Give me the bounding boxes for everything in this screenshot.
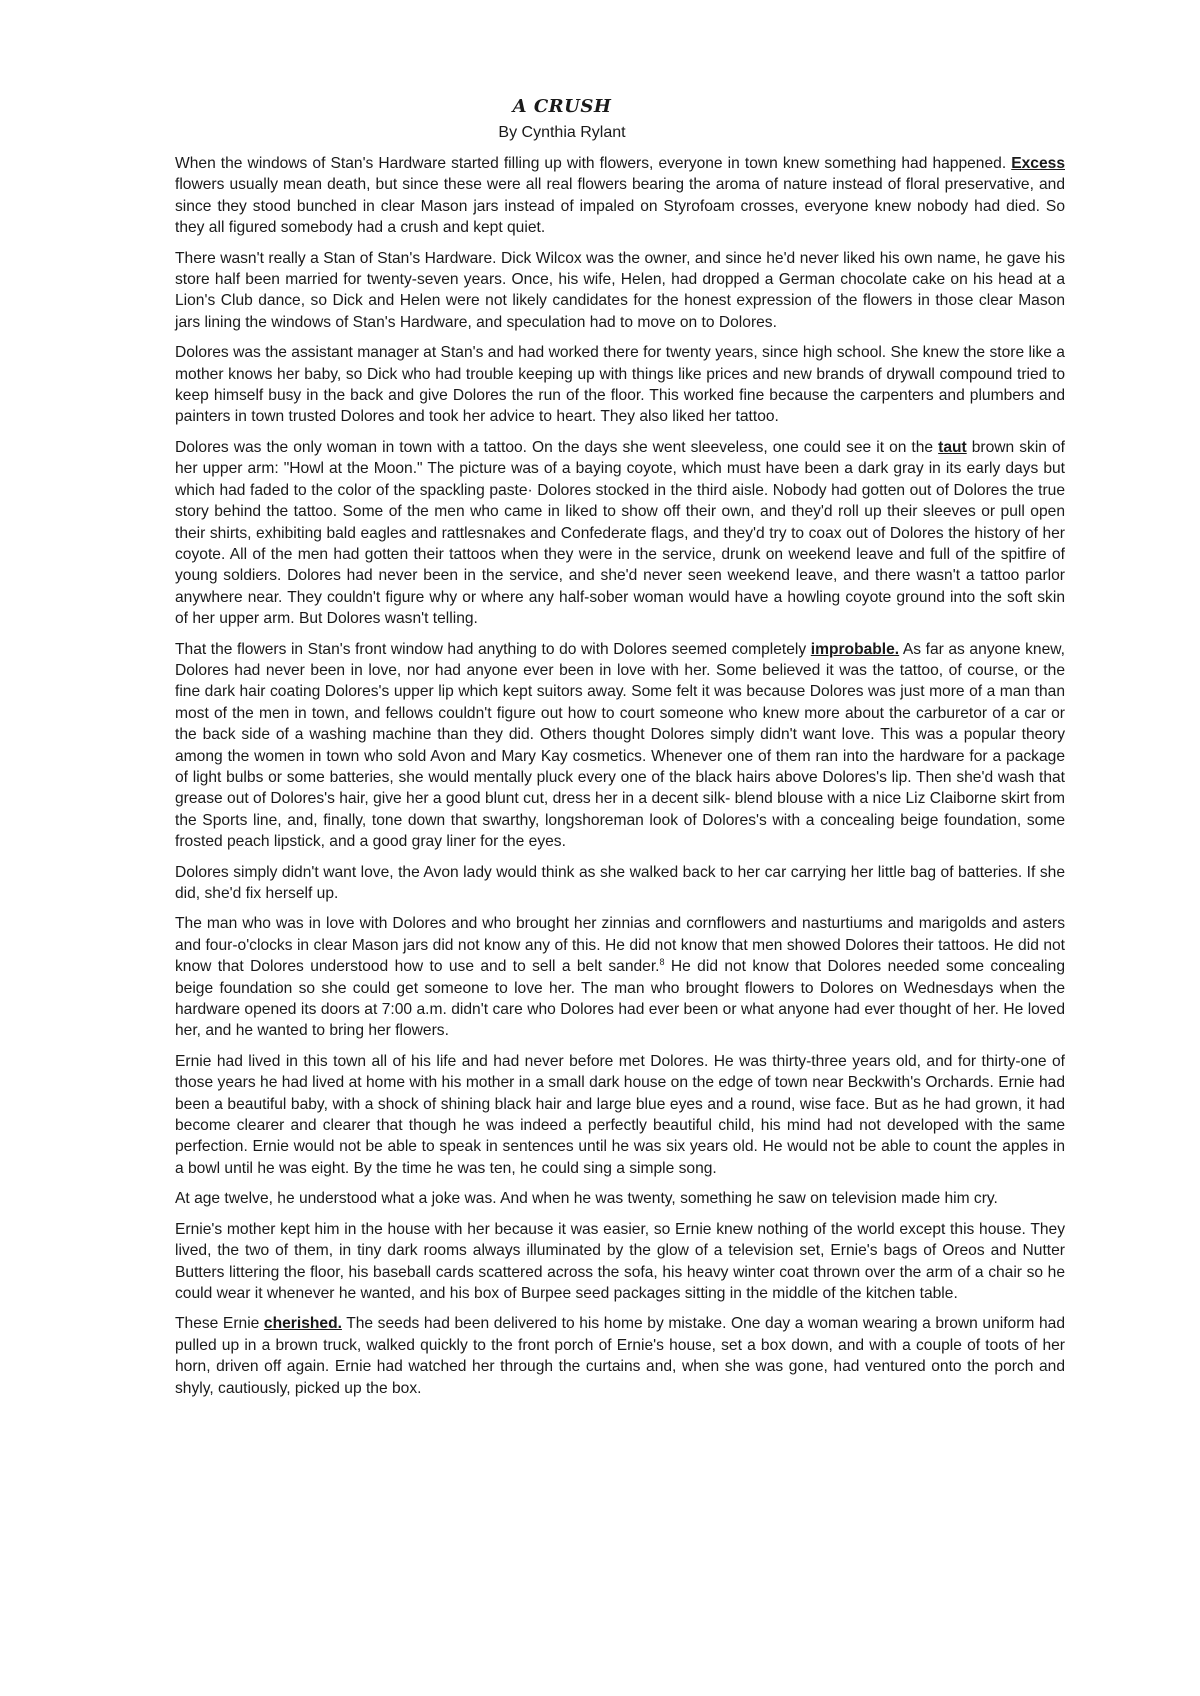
paragraph-6: Dolores simply didn't want love, the Avon lady would think as she walked back to her car carrying her little bag of batteries. If she did, she'd fix herself up.: [175, 863, 1065, 902]
paragraph-3: Dolores was the assistant manager at Stan's and had worked there for twenty years, since high school. She knew the store like a mother knows her baby, so Dick who had trouble keeping up with things like prices and new brands of drywall compound tried to keep himself busy in the back and give Dolores the run of the floor. This worked fine because the carpenters and plumbers and painters in town trusted Dolores and took her advice to heart. They also liked her tattoo.: [175, 344, 1065, 426]
paragraph-8: Ernie had lived in this town all of his life and had never before met Dolores. He was thirty-three years old, and for thirty-one of those years he had lived at home with his mother in a small dark house on the edge of town near Beckwith's Orchards. Ernie had been a beautiful baby, with a shock of shining black hair and large blue eyes and a round, wise face. But as he had grown, it had become clearer and clearer that though he was indeed a perfectly beautiful child, his mind had not developed with the same perfection. Ernie would not be able to speak in sentences until he was six years old. He would not be able to count the apples in a bowl until he was eight. By the time he was ten, he could sing a simple song.: [175, 1052, 1065, 1177]
footnote-marker: 8: [659, 957, 665, 968]
paragraph-11: These Ernie cherished. The seeds had been delivered to his home by mistake. One day a woman wearing a brown uniform had pulled up in a brown truck, walked quickly to the front porch of Ernie's house, set a box down, and with a couple of toots of her horn, driven off again. Ernie had watched her through the curtains and, when she was gone, had ventured onto the porch and shyly, cautiously, picked up the box.: [175, 1315, 1065, 1397]
paragraph-9: At age twelve, he understood what a joke was. And when he was twenty, something he saw on television made him cry.: [175, 1190, 998, 1208]
story-body: [175, 153, 1065, 1408]
vocab-word-excess: Excess: [1011, 155, 1065, 172]
vocab-word-improbable: improbable.: [810, 640, 900, 658]
paragraph-1: When the windows of Stan's Hardware started filling up with flowers, everyone in town knew something had happened. Excess flowers usually mean death, but since these were all real flowers bearing the aroma of nature instead of floral preservative, and since they stood bunched in clear Mason jars instead of impaled on Styrofoam crosses, everyone knew nobody had died. So they all figured somebody had a crush and kept quiet.: [175, 155, 1065, 237]
story-author: By Cynthia Rylant: [498, 124, 626, 141]
story-title: A CRUSH: [512, 96, 612, 117]
vocab-word-cherished: cherished.: [263, 1315, 342, 1333]
vocab-word-taut: taut: [938, 438, 967, 456]
paragraph-10: Ernie's mother kept him in the house with her because it was easier, so Ernie knew nothing of the world except this house. They lived, the two of them, in tiny dark rooms always illuminated by the glow of a television set, Ernie's bags of Oreos and Nutter Butters littering the floor, his baseball cards scattered across the sofa, his heavy winter coat thrown over the arm of a chair so he could wear it whenever he wanted, and his box of Burpee seed packages sitting in the middle of the kitchen table.: [175, 1220, 1065, 1302]
paragraph-5: That the flowers in Stan's front window had anything to do with Dolores seemed completely improbable. As far as anyone knew, Dolores had never been in love, nor had anyone ever been in love with her. Some believed it was the tattoo, of course, or the fine dark hair coating Dolores's upper lip which kept suitors away. Some felt it was because Dolores was just more of a man than most of the men in town, and fellows couldn't figure out how to court someone who knew more about the carburetor of a car or the back side of a washing machine than they did. Others thought Dolores simply didn't want love. This was a popular theory among the women in town who sold Avon and Mary Kay cosmetics. Whenever one of them ran into the hardware for a package of light bulbs or some batteries, she would mentally pluck every one of the black hairs above Dolores's lip. Then she'd wash that grease out of Dolores's hair, give her a good blunt cut, dress her in a decent silk- blend blouse with a nice Liz Claiborne skirt from the Sports line, and, finally, tone down that swarthy, longshoreman look of Dolores's with a concealing beige foundation, some frosted peach lipstick, and a good gray liner for the eyes.: [175, 640, 1066, 851]
paragraph-4: Dolores was the only woman in town with a tattoo. On the days she went sleeveless, one could see it on the taut brown skin of her upper arm: "Howl at the Moon." The picture was of a baying coyote, which must have been a dark gray in its early days but which had faded to the color of the spackling paste· Dolores stocked in the third aisle. Nobody had gotten out of Dolores the true story behind the tattoo. Some of the men who came in liked to show off their own, and they'd roll up their sleeves or pull open their shirts, exhibiting bald eagles and rattlesnakes and Confederate flags, and they'd try to coax out of Dolores the history of her coyote. All of the men had gotten their tattoos when they were in the service, drunk on weekend leave and full of the spitfire of young soldiers. Dolores had never been in the service, and she'd never seen weekend leave, and there wasn't a tattoo parlor anywhere near. They couldn't figure why or where any half-sober woman would have a howling coyote ground into the soft skin of her upper arm. But Dolores wasn't telling.: [175, 438, 1065, 628]
paragraph-2: There wasn't really a Stan of Stan's Hardware. Dick Wilcox was the owner, and since he'd never liked his own name, he gave his store half been married for twenty-seven years. Once, his wife, Helen, had dropped a German chocolate cake on his head at a Lion's Club dance, so Dick and Helen were not likely candidates for the honest expression of the flowers in those clear Mason jars lining the windows of Stan's Hardware, and speculation had to move on to Dolores.: [175, 249, 1065, 331]
paragraph-7: The man who was in love with Dolores and who brought her zinnias and cornflowers and nasturtiums and marigolds and asters and four-o'clocks in clear Mason jars did not know any of this. He did not know that men showed Dolores their tattoos. He did not know that Dolores understood how to use and to sell a belt sander.$^8$ He did not know that Dolores needed some concealing beige foundation so she could get someone to love her. The man who brought flowers to Dolores on Wednesdays when the hardware opened its doors at 7:00 a.m. didn't care who Dolores had ever been or what anyone had ever thought of her. He loved her, and he wanted to bring her flowers.: [175, 915, 1065, 1040]
